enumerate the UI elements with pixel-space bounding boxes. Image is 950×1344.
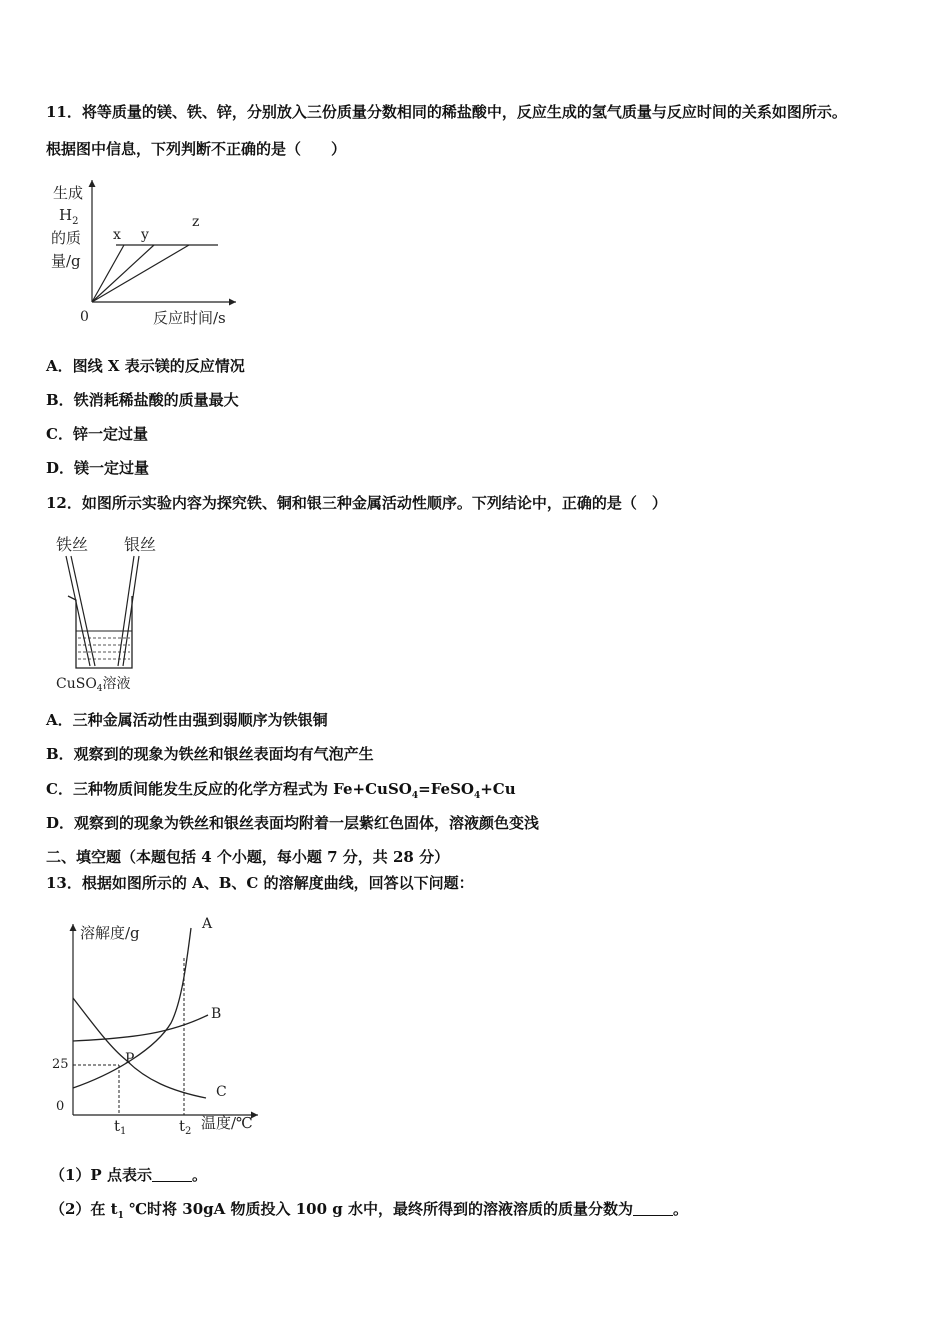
q11-option-d: D．镁一定过量 — [46, 459, 150, 477]
q13-sub2-blank[interactable] — [633, 1201, 673, 1216]
q11-label-x: x — [113, 227, 121, 243]
q12-stem: 12．如图所示实验内容为探究铁、铜和银三种金属活动性顺序。下列结论中，正确的是（ ） — [46, 494, 667, 512]
q13-sub2: （2）在 $t_1$ ℃时将 30gA 物质投入 100 g 水中，最终所得到的溶液溶质的质量分数为 。 — [50, 1200, 688, 1221]
q12-figure — [46, 528, 176, 698]
q13-label-a: A — [202, 916, 213, 932]
q13-label-b: B — [211, 1006, 222, 1022]
q13-sub1: （1）P 点表示 。 — [50, 1166, 207, 1184]
q12-iron-label: 铁丝 — [56, 535, 89, 554]
q13-point-p: P — [125, 1051, 135, 1067]
q13-tick-25: 25 — [52, 1057, 69, 1072]
q13-origin: 0 — [56, 1099, 65, 1114]
q12-option-b: B．观察到的现象为铁丝和银丝表面均有气泡产生 — [46, 745, 374, 763]
q11-figure — [46, 175, 246, 330]
q11-xlabel: 反应时间/s — [153, 309, 226, 327]
q11-label-z: z — [192, 214, 200, 230]
q13-sub1-blank[interactable] — [152, 1167, 192, 1182]
q11-origin: 0 — [80, 309, 89, 325]
q11-option-b: B．铁消耗稀盐酸的质量最大 — [46, 391, 239, 409]
q11-ylabel-4: 量/g — [51, 252, 81, 270]
q12-option-a: A．三种金属活动性由强到弱顺序为铁银铜 — [46, 711, 328, 729]
q13-stem: 13．根据如图所示的 A、B、C 的溶解度曲线，回答以下问题： — [46, 874, 474, 892]
q12-option-c: C．三种物质间能发生反应的化学方程式为 Fe+CuSO$_4$=FeSO$_4$+Cu — [46, 780, 516, 801]
q11-ylabel-1: 生成 — [53, 184, 84, 202]
q13-curve-c — [73, 998, 206, 1098]
q12-solution-label: CuSO$_4$溶液 — [56, 676, 131, 694]
q13-label-c: C — [216, 1084, 227, 1100]
q11-stem-line2: 根据图中信息，下列判断不正确的是（ ） — [46, 140, 347, 158]
q13-figure — [46, 908, 276, 1148]
q12-option-d: D．观察到的现象为铁丝和银丝表面均附着一层紫红色固体，溶液颜色变浅 — [46, 814, 540, 832]
q11-line-y — [92, 245, 154, 302]
q11-option-a: A．图线 X 表示镁的反应情况 — [46, 357, 245, 375]
q13-curve-b — [73, 1015, 208, 1041]
q11-line-z — [92, 245, 189, 302]
q12-silver-label: 银丝 — [124, 535, 157, 554]
q13-tick-t1: $t_1$ — [114, 1117, 127, 1137]
q11-line-x — [92, 245, 124, 302]
q12-iron-wire — [66, 556, 90, 666]
q11-ylabel-2: $H_2$ — [59, 206, 79, 227]
q11-stem-line1: 11．将等质量的镁、铁、锌，分别放入三份质量分数相同的稀盐酸中，反应生成的氢气质量与反应时间的关系如图所示。 — [46, 103, 847, 121]
q11-ylabel-3: 的质 — [51, 229, 82, 247]
q11-label-y: y — [141, 227, 149, 243]
q13-ylabel: 溶解度/g — [80, 924, 140, 942]
q13-tick-t2: $t_2$ — [179, 1117, 192, 1137]
section2-heading: 二、填空题（本题包括 4 个小题，每小题 7 分，共 28 分） — [46, 848, 450, 866]
q11-option-c: C．锌一定过量 — [46, 425, 148, 443]
q13-xlabel: 温度/℃ — [201, 1114, 253, 1132]
